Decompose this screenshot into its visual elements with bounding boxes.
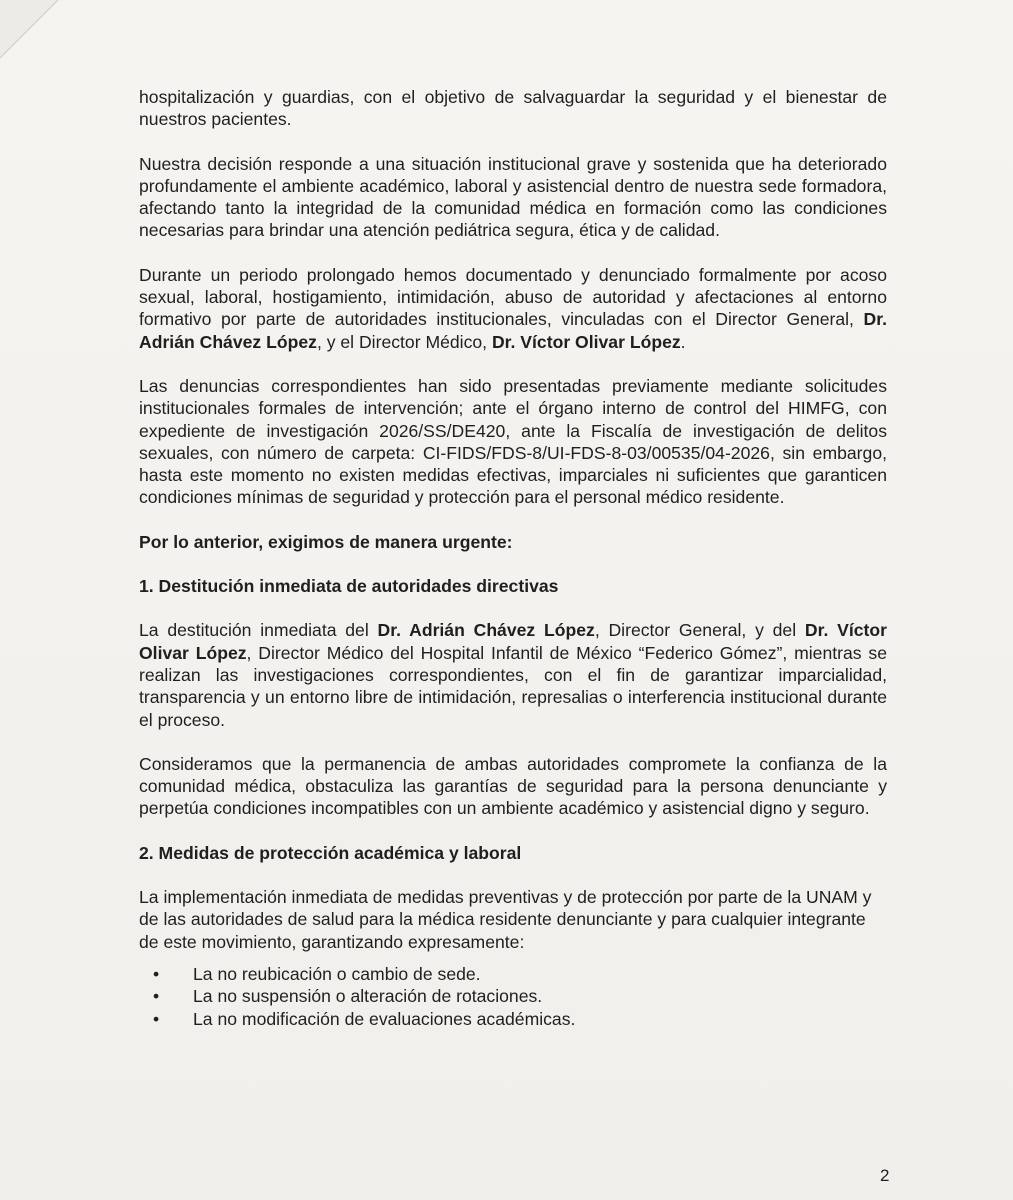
text-span: , Director Médico del Hospital Infantil de México “Federico Gómez”, mientras se realizan las investigaciones correspondientes, con el fin de garantizar imparcialidad, transparencia y un entorno libre de intimidación, represalias o interferencia institucional durante el proceso.	[139, 642, 887, 730]
name-director-general: Dr. Adrián Chávez López	[139, 309, 887, 352]
paragraph-consider: Consideramos que la permanencia de ambas autoridades compromete la confianza de la comunidad médica, obstaculiza las garantías de seguridad para la persona denunciante y perpetúa condiciones incompatibles con un ambiente académico y asistencial digno y seguro.	[139, 753, 887, 819]
paragraph-complaints	[139, 264, 887, 353]
page-number: 2	[880, 1166, 890, 1185]
document-body	[139, 86, 887, 1030]
bullet-icon: •	[153, 963, 160, 984]
bullet-icon: •	[153, 1008, 160, 1029]
text-span: .	[680, 331, 686, 352]
list-item	[139, 963, 887, 985]
name-director-general: Dr. Adrián Chávez López	[377, 620, 595, 641]
heading-section-1: 1. Destitución inmediata de autoridades directivas	[139, 576, 559, 597]
list-item-text: La no reubicación o cambio de sede.	[193, 963, 481, 984]
folded-corner-icon	[0, 0, 60, 60]
paragraph-decision: Nuestra decisión responde a una situación institucional grave y sostenida que ha deteriorado profundamente el ambiente académico, laboral y asistencial dentro de nuestra sede formadora, afectando tanto la integridad de la comunidad médica en formación como las condiciones necesarias para brindar una atención pediátrica segura, ética y de calidad.	[139, 153, 887, 241]
text-span: , Director General, y del	[594, 620, 805, 641]
paragraph-intro: hospitalización y guardias, con el objetivo de salvaguardar la seguridad y el bienestar de nuestros pacientes.	[139, 87, 887, 130]
heading-demands: Por lo anterior, exigimos de manera urgente:	[139, 531, 513, 552]
name-director-medico: Dr. Víctor Olivar López	[491, 331, 681, 352]
bullet-list	[139, 963, 887, 1030]
list-item	[139, 985, 887, 1007]
bullet-icon: •	[153, 986, 160, 1007]
text-span: La destitución inmediata del	[139, 620, 378, 641]
paragraph-protection: La implementación inmediata de medidas preventivas y de protección por parte de la UNAM y de las autoridades de salud para la médica residente denunciante y para cualquier integrante de este movimiento, garantizando expresamente:	[139, 887, 872, 952]
heading-section-2: 2. Medidas de protección académica y laboral	[139, 842, 522, 863]
text-span: Durante un periodo prolongado hemos documentado y denunciado formalmente por acoso sexual, laboral, hostigamiento, intimidación, abuso de autoridad y afectaciones al entorno formativo por parte de autoridades institucionales, vinculadas con el Director General,	[139, 264, 887, 330]
list-item-text: La no suspensión o alteración de rotaciones.	[193, 986, 543, 1007]
paragraph-filed-complaints: Las denuncias correspondientes han sido presentadas previamente mediante solicitudes institucionales formales de intervención; ante el órgano interno de control del HIMFG, con expediente de investigación 2026/SS/DE420, ante la Fiscalía de investigación de delitos sexuales, con número de carpeta: CI-FIDS/FDS-8/UI-FDS-8-03/00535/04-2026, sin embargo, hasta este momento no existen medidas efectivas, imparciales ni suficientes que garanticen condiciones mínimas de seguridad y protección para el personal médico residente.	[139, 375, 887, 508]
list-item-text: La no modificación de evaluaciones académicas.	[193, 1008, 576, 1029]
name-director-medico: Dr. Víctor Olivar López	[139, 620, 888, 663]
text-span: , y el Director Médico,	[316, 331, 492, 352]
paragraph-dismissal	[139, 619, 887, 730]
list-item	[139, 1008, 887, 1030]
